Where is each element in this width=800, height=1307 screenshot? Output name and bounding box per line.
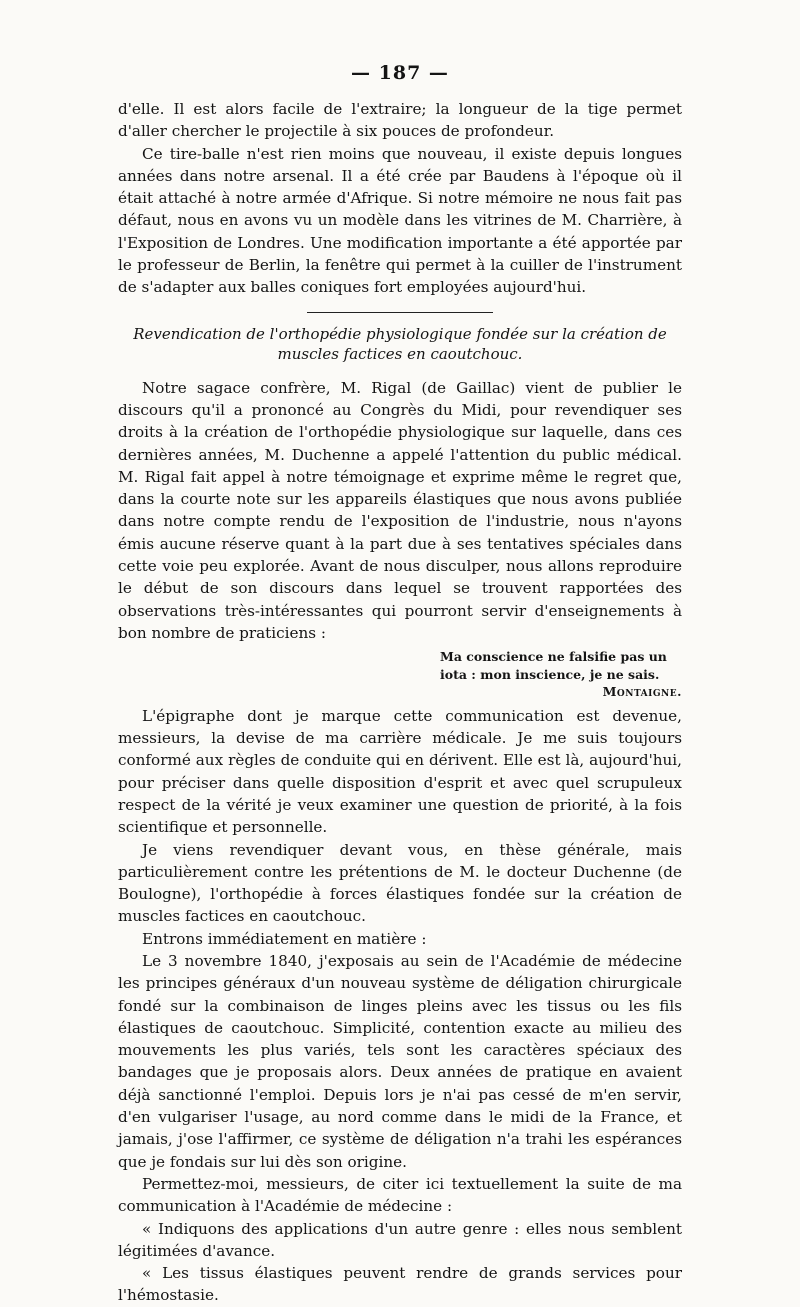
epigraph-line: iota : mon inscience, je ne sais. [440,666,660,682]
section-title: Revendication de l'orthopédie physiologique fondée sur la création de muscles factices en caoutchouc. [133,324,667,363]
paragraph-tire-balle: Ce tire-balle n'est rien moins que nouveau, il existe depuis longues années dans notre arsenal. Il a été crée par Baudens à l'époque où il était attaché à notre armée d'Afrique. Si notre mémoire ne nous fait pas défaut, nous en avons vu un modèle dans les vitrines de M. Charrière, à l'Exposition de Londres. Une modification importante a été apportée par le professeur de Berlin, la fenêtre qui permet à la cuiller de l'instrument de s'adapter aux balles coniques fort employées aujourd'hui. [118,144,682,297]
section-divider [307,312,493,313]
epigraph-author: Montaigne. [602,684,682,700]
paragraph-intro: Notre sagace confrère, M. Rigal (de Gaillac) vient de publier le discours qu'il a prononcé au Congrès du Midi, pour revendiquer ses droits à la création de l'orthopédie physiologique sur laquelle, dans ces dernières années, M. Duchenne a appelé l'attention du public médical. M. Rigal fait appel à notre témoignage et exprime même le regret que, dans la courte note sur les appareils élastiques que nous avons publiée dans notre compte rendu de l'exposition de l'industrie, nous n'ayons émis aucune réserve quant à la part due à ses tentatives spéciales dans cette voie peu explorée. Avant de nous disculper, nous allons reproduire le début de son discours dans lequel se trouvent rapportées des observations très-intéressantes qui pourront servir d'enseignements à bon nombre de praticiens : [118,378,682,642]
paragraph: Permettez-moi, messieurs, de citer ici textuellement la suite de ma communication à l'Académie de médecine : [118,1174,682,1216]
page-number: — 187 — [351,62,449,84]
paragraph-quote: « Indiquons des applications d'un autre genre : elles nous semblent légitimées d'avance. [118,1219,682,1260]
epigraph-line: Ma conscience ne falsifie pas un [440,649,667,665]
paragraph-quote: « Les tissus élastiques peuvent rendre de grands services pour l'hémostasie. [118,1264,682,1305]
paragraph: Je viens revendiquer devant vous, en thèse générale, mais particulièrement contre les prétentions de M. le docteur Duchenne (de Boulogne), l'orthopédie à forces élastiques fondée sur la création de muscles factices en caoutchouc. [118,840,682,926]
paragraph: Le 3 novembre 1840, j'exposais au sein de l'Académie de médecine les principes généraux d'un nouveau système de déligation chirurgicale fondé sur la combinaison de linges pleins avec les tissus ou les fils élastiques de caoutchouc. Simplicité, contention exacte au milieu des mouvements les plus variés, tels sont les caractères spéciaux des bandages que je proposais alors. Deux années de pratique en avaient déjà sanctionné l'emploi. Depuis lors je n'ai pas cessé de m'en servir, d'en vulgariser l'usage, au nord comme dans le midi de la France, et jamais, j'ose l'affirmer, ce système de déligation n'a trahi les espérances que je fondais sur lui dès son origine. [118,952,682,1171]
paragraph: Entrons immédiatement en matière : [142,929,427,948]
epigraph [440,648,682,701]
paragraph-continuation: d'elle. Il est alors facile de l'extraire; la longueur de la tige permet d'aller chercher le projectile à six pouces de profondeur. [118,100,682,141]
paragraph: L'épigraphe dont je marque cette communication est devenue, messieurs, la devise de ma carrière médicale. Je me suis toujours conformé aux règles de conduite qui en dérivent. Elle est là, aujourd'hui, pour préciser dans quelle disposition d'esprit et avec quel scrupuleux respect de la vérité je veux examiner une question de priorité, à la fois scientifique et personnelle. [118,706,682,837]
